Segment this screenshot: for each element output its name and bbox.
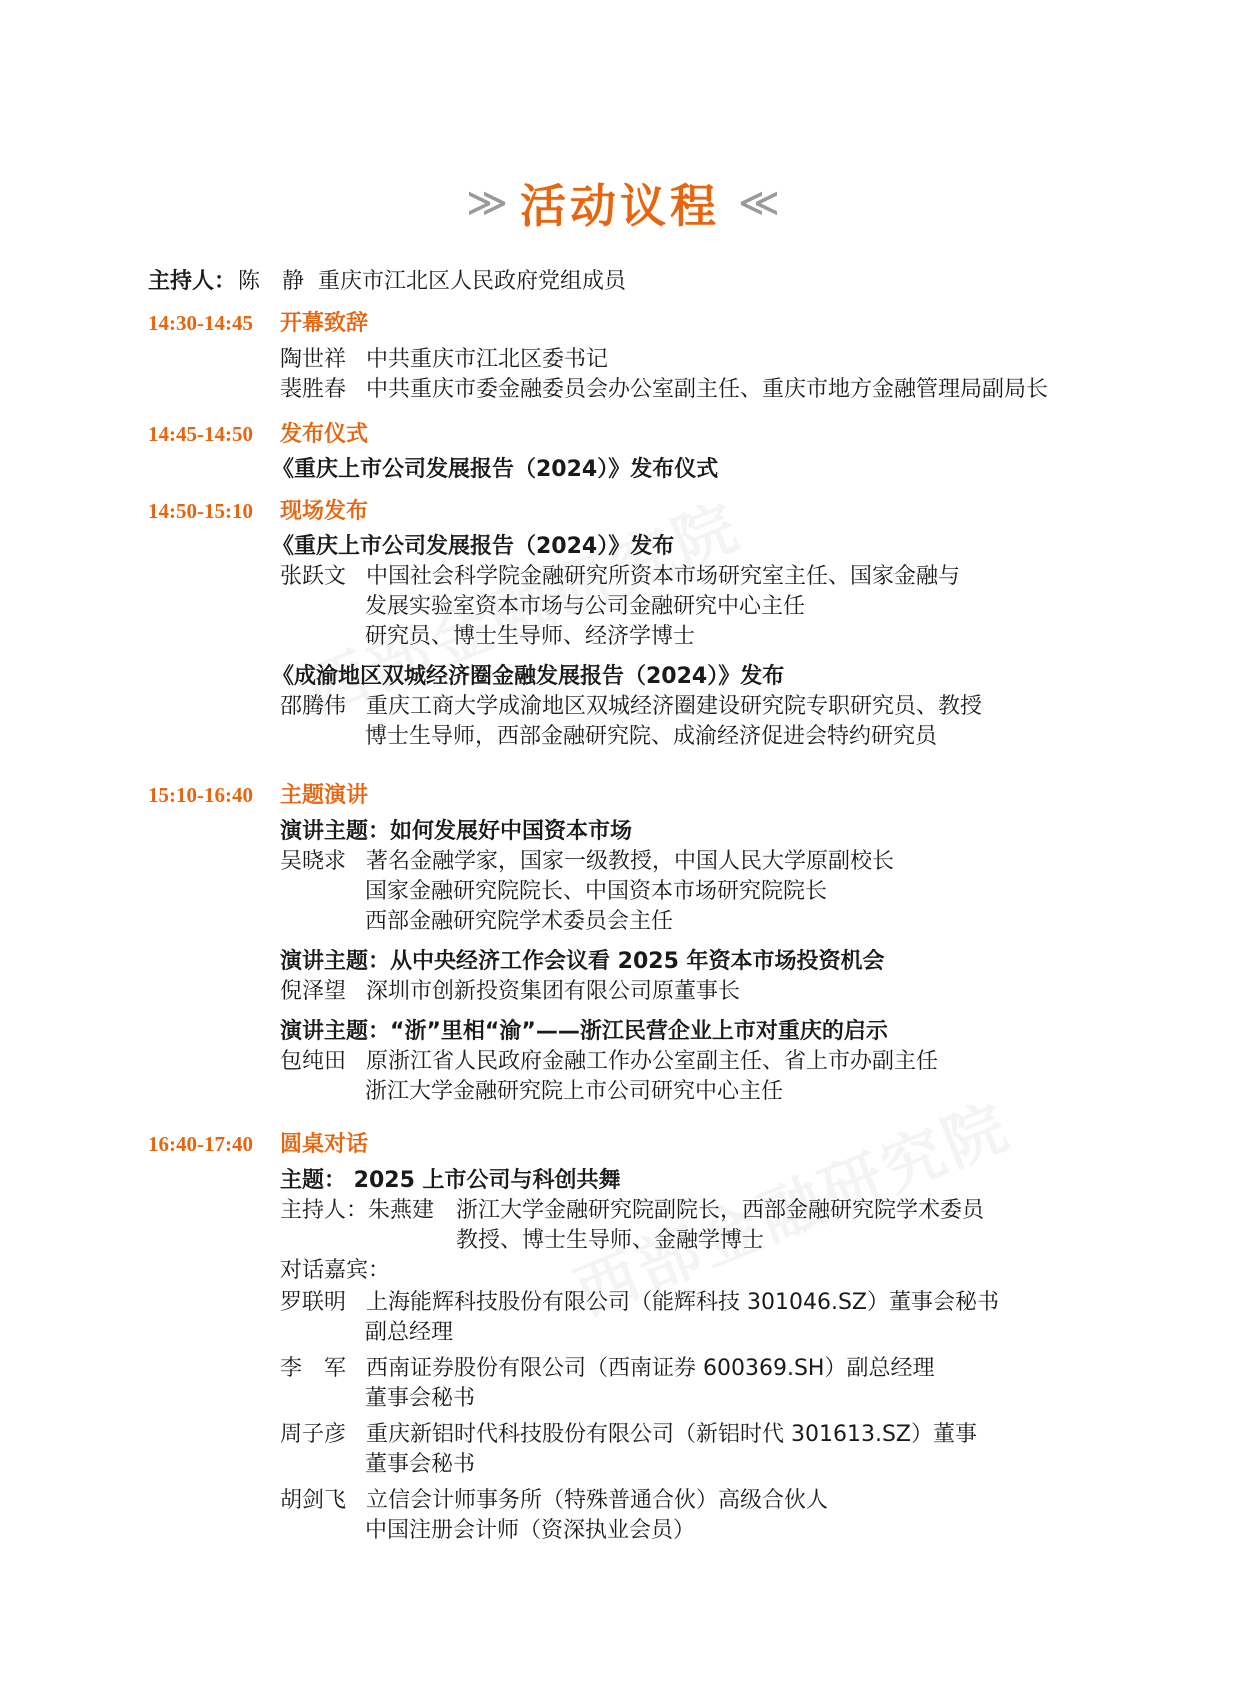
guest-name: 李 军	[280, 1356, 347, 1381]
guest-name: 罗联明	[280, 1290, 347, 1315]
speaker-row	[280, 977, 740, 1007]
guest-title: 上海能辉科技股份有限公司（能辉科技 301046.SZ）董事会秘书	[366, 1290, 1000, 1315]
speaker-row	[280, 847, 894, 877]
guest-title: 重庆新铝时代科技股份有限公司（新铝时代 301613.SZ）董事	[366, 1422, 978, 1447]
section-time: 14:30-14:45	[148, 311, 253, 335]
speaker-name: 倪泽望	[280, 979, 347, 1004]
host-role: 重庆市江北区人民政府党组成员	[318, 269, 627, 294]
speaker-name: 张跃文	[280, 564, 347, 589]
section-time: 16:40-17:40	[148, 1132, 253, 1156]
speaker-title-cont: 西部金融研究院学术委员会主任	[365, 909, 674, 934]
speaker-title-cont: 博士生导师，西部金融研究院、成渝经济促进会特约研究员	[365, 724, 938, 749]
section-header-ceremony	[148, 417, 368, 448]
section-header-keynote	[148, 778, 368, 809]
speaker-title: 重庆工商大学成渝地区双城经济圈建设研究院专职研究员、教授	[366, 694, 983, 719]
section-name: 主题演讲	[280, 783, 369, 808]
speaker-title: 深圳市创新投资集团有限公司原董事长	[366, 979, 741, 1004]
section-header-roundtable	[148, 1127, 368, 1158]
speech-topic: 演讲主题：从中央经济工作会议看 2025 年资本市场投资机会	[280, 949, 885, 974]
moderator-row	[280, 1196, 984, 1226]
speaker-row	[280, 1047, 938, 1077]
section-name: 开幕致辞	[280, 311, 369, 336]
double-chevron-right-icon: ≫	[466, 180, 502, 226]
guest-name: 胡剑飞	[280, 1488, 347, 1513]
section-header-release	[148, 494, 368, 525]
speaker-title: 著名金融学家，国家一级教授，中国人民大学原副校长	[366, 849, 895, 874]
moderator-title-cont: 教授、博士生导师、金融学博士	[456, 1228, 765, 1253]
speaker-title: 原浙江省人民政府金融工作办公室副主任、省上市办副主任	[366, 1049, 939, 1074]
speaker-title: 中共重庆市委金融委员会办公室副主任、重庆市地方金融管理局副局长	[366, 377, 1049, 402]
speaker-name: 吴晓求	[280, 849, 347, 874]
speaker-row	[280, 562, 960, 592]
guest-title: 西南证券股份有限公司（西南证券 600369.SH）副总经理	[366, 1356, 935, 1381]
guest-row	[280, 1420, 977, 1450]
speaker-title: 中共重庆市江北区委书记	[366, 347, 609, 372]
guest-row	[280, 1354, 934, 1384]
section-time: 15:10-16:40	[148, 783, 253, 807]
guests-label: 对话嘉宾：	[280, 1258, 391, 1283]
speaker-title: 中国社会科学院金融研究所资本市场研究室主任、国家金融与	[366, 564, 961, 589]
speaker-title-cont: 浙江大学金融研究院上市公司研究中心主任	[365, 1079, 784, 1104]
release-title: 《重庆上市公司发展报告（2024）》发布	[272, 534, 675, 559]
speaker-name: 裴胜春	[280, 377, 347, 402]
speaker-name: 邵腾伟	[280, 694, 347, 719]
speaker-row	[280, 345, 608, 375]
speaker-name: 包纯田	[280, 1049, 347, 1074]
speaker-row	[280, 375, 1048, 405]
roundtable-theme: 主题： 2025 上市公司与科创共舞	[280, 1168, 621, 1193]
section-name: 圆桌对话	[280, 1132, 369, 1157]
host-line	[148, 267, 626, 297]
speaker-row	[280, 692, 982, 722]
moderator-title: 浙江大学金融研究院副院长，西部金融研究院学术委员	[456, 1198, 985, 1223]
guest-name: 周子彦	[280, 1422, 347, 1447]
host-label: 主持人：	[148, 269, 237, 294]
guest-row	[280, 1288, 999, 1318]
guest-title: 立信会计师事务所（特殊普通合伙）高级合伙人	[366, 1488, 829, 1513]
guest-title-cont: 副总经理	[365, 1320, 454, 1345]
section-time: 14:50-15:10	[148, 499, 253, 523]
section-name: 发布仪式	[280, 422, 369, 447]
guest-title-cont: 中国注册会计师（资深执业会员）	[365, 1518, 696, 1543]
section-header-opening	[148, 306, 368, 337]
speaker-title-cont: 国家金融研究院院长、中国资本市场研究院院长	[365, 879, 828, 904]
section-name: 现场发布	[280, 499, 369, 524]
ceremony-item: 《重庆上市公司发展报告（2024）》发布仪式	[272, 457, 719, 482]
speech-topic: 演讲主题：“浙”里相“渝”——浙江民营企业上市对重庆的启示	[280, 1019, 888, 1044]
host-name: 陈 静	[238, 269, 305, 294]
page-title: 活动议程	[520, 179, 720, 233]
section-time: 14:45-14:50	[148, 422, 253, 446]
double-chevron-left-icon: ≪	[738, 180, 774, 226]
speech-topic: 演讲主题：如何发展好中国资本市场	[280, 819, 633, 844]
guest-title-cont: 董事会秘书	[365, 1386, 476, 1411]
page-title-row	[0, 170, 1240, 236]
speaker-title-cont: 发展实验室资本市场与公司金融研究中心主任	[365, 594, 806, 619]
guest-row	[280, 1486, 828, 1516]
moderator-name: 主持人：朱燕建	[280, 1198, 435, 1223]
speaker-name: 陶世祥	[280, 347, 347, 372]
guest-title-cont: 董事会秘书	[365, 1452, 476, 1477]
release-title: 《成渝地区双城经济圈金融发展报告（2024）》发布	[272, 664, 785, 689]
speaker-title-cont: 研究员、博士生导师、经济学博士	[365, 624, 696, 649]
